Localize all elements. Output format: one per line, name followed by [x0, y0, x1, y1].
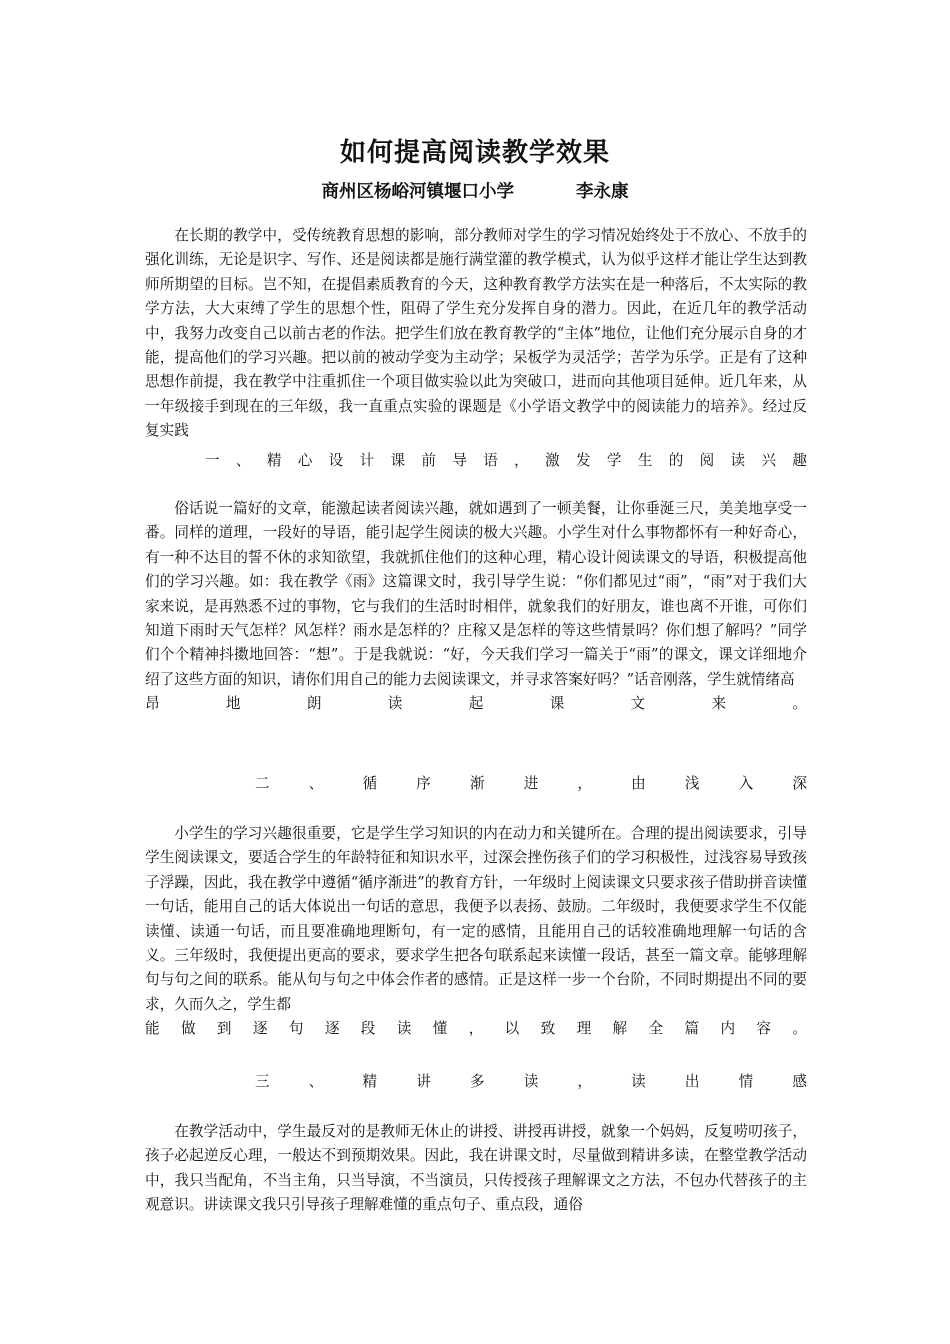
section-1-paragraph — [145, 497, 807, 717]
section-heading-2: 二、循序渐进，由浅入深 — [255, 775, 807, 792]
intro-paragraph: 在长期的教学中，受传统教育思想的影响，部分教师对学生的学习情况始终处于不放心、不放手的强化训练，无论是识字、写作、还是阅读都是施行满堂灌的教学模式，认为似乎这样才能让学生达到教师所期望的目标。岂不知，在提倡素质教育的今天，这种教育教学方法实在是一种落后，不太实际的教学方法，大大束缚了学生的思想个性，阻碍了学生充分发挥自身的潜力。因此，在近几年的教学活动中，我努力改变自己以前古老的作法。把学生们放在教育教学的“主体”地位，让他们充分展示自身的才能，提高他们的学习兴趣。把以前的被动学变为主动学；呆板学为灵活学；苦学为乐学。正是有了这种思想作前提，我在教学中注重抓住一个项目做实验以此为突破口，进而向其他项目延伸。近几年来，从一年级接手到现在的三年级，我一直重点实验的课题是《小学语文教学中的阅读能力的培养》。经过反复实践 — [145, 227, 807, 440]
section-1-last-line: 昂地朗读起课文来。 — [145, 695, 807, 713]
section-2-last-line: 能做到逐句逐段读懂，以致理解全篇内容。 — [145, 1020, 807, 1038]
document-byline — [0, 178, 950, 203]
section-heading-1: 一、精心设计课前导语，激发学生的阅读兴趣 — [205, 452, 807, 469]
section-3-paragraph: 在教学活动中，学生最反对的是教师无休止的讲授、讲授再讲授，就象一个妈妈，反复唠叨孩子，孩子必起逆反心理，一般达不到预期效果。因此，我在讲课文时，尽量做到精讲多读，在整堂教学活动中，我只当配角，不当主角，只当导演，不当演员，只传授孩子理解课文之方法，不包办代替孩子的主观意识。讲读课文我只引导孩子理解难懂的重点句子、重点段，通俗 — [145, 1123, 807, 1214]
section-1-body: 俗话说一篇好的文章，能激起读者阅读兴趣，就如遇到了一顿美餐，让你垂涎三尺，美美地享受一番。同样的道理，一段好的导语，能引起学生阅读的极大兴趣。小学生对什么事物都怀有一种好奇心，有一种不达目的誓不休的求知欲望，我就抓住他们的这种心理，精心设计阅读课文的导语，积极提高他们的学习兴趣。如：我在教学《雨》这篇课文时，我引导学生说：“你们都见过“雨”，“雨”对于我们大家来说，是再熟悉不过的事物，它与我们的生活时时相伴，就象我们的好朋友，谁也离不开谁，可你们知道下雨时天气怎样？风怎样？雨水是怎样的？庄稼又是怎样的等这些情景吗？你们想了解吗？”同学们个个精神抖擞地回答：“想”。于是我就说：“好，今天我们学习一篇关于“雨”的课文，课文详细地介绍了这些方面的知识，请你们用自己的能力去阅读课文，并寻求答案好吗？”话音刚落，学生就情绪高 — [145, 500, 807, 688]
section-2-paragraph — [145, 822, 807, 1042]
school-name: 商州区杨峪河镇堰口小学 — [321, 182, 514, 202]
section-heading-3: 三、精讲多读，读出情感 — [255, 1073, 807, 1090]
section-2-body: 小学生的学习兴趣很重要，它是学生学习知识的内在动力和关键所在。合理的提出阅读要求，引导学生阅读课文，要适合学生的年龄特征和知识水平，过深会挫伤孩子们的学习积极性，过浅容易导致孩子浮躁，因此，我在教学中遵循“循序渐进”的教育方针，一年级时上阅读课文只要求孩子借助拼音读懂一句话，能用自己的话大体说出一句话的意思，我便予以表扬、鼓励。二年级时，我便要求学生不仅能读懂、读通一句话，而且要准确地理断句，有一定的感情，且能用自己的话较准确地理解一句话的含义。三年级时，我便提出更高的要求，要求学生把各句联系起来读懂一段话，甚至一篇文章。能够理解句与句之间的联系。能从句与句之中体会作者的感情。正是这样一步一个台阶，不同时期提出不同的要求，久而久之，学生都 — [145, 825, 807, 1013]
document-title: 如何提高阅读教学效果 — [339, 138, 610, 168]
author-name: 李永康 — [576, 182, 629, 202]
